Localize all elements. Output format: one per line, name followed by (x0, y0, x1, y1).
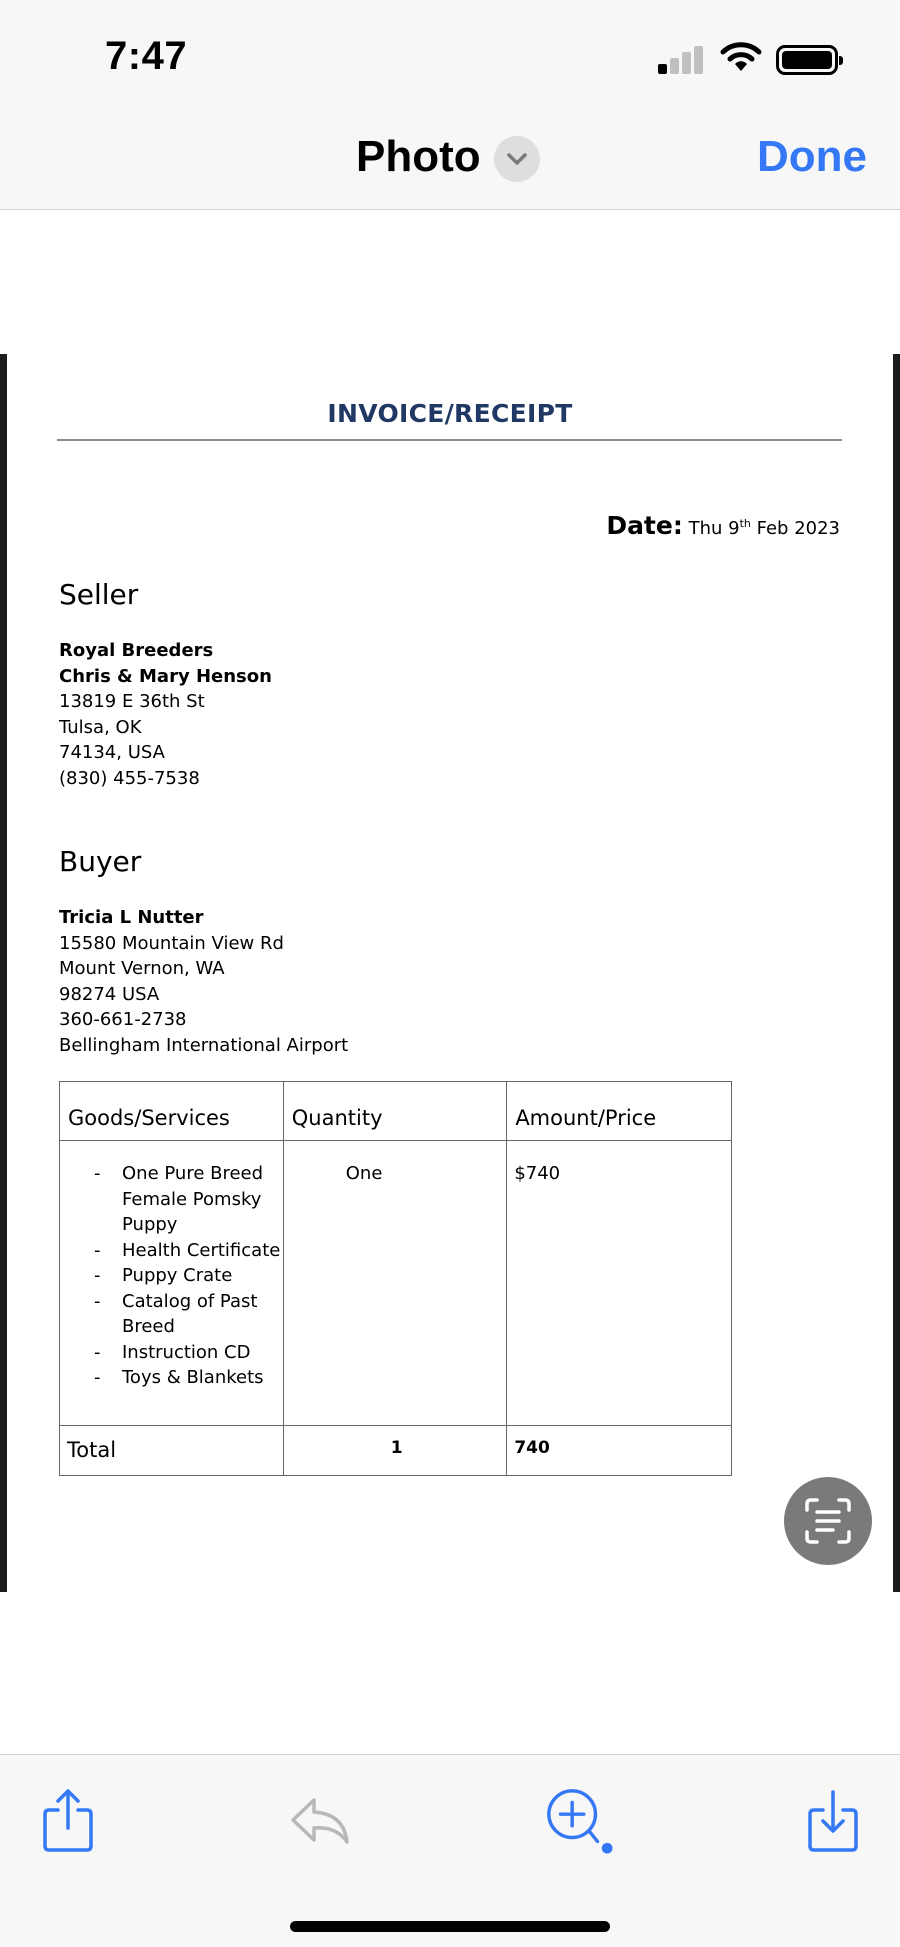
seller-heading: Seller (59, 578, 139, 611)
date-label: Date: (606, 511, 683, 540)
total-quantity: 1 (283, 1426, 507, 1476)
wifi-icon (720, 40, 762, 74)
buyer-name: Tricia L Nutter (59, 907, 204, 928)
save-button[interactable] (798, 1785, 868, 1855)
navigation-bar (0, 110, 900, 210)
cellular-signal-icon (658, 44, 704, 74)
done-button[interactable]: Done (757, 132, 867, 181)
document-viewer[interactable] (0, 211, 900, 1754)
status-time: 7:47 (105, 34, 188, 78)
list-item: - Health Certificate (60, 1238, 283, 1264)
table-row (60, 1141, 732, 1426)
invoice-document (0, 211, 900, 1754)
bottom-toolbar (0, 1754, 900, 1947)
buyer-address-line: Bellingham International Airport (59, 1034, 349, 1056)
table-header-row (60, 1082, 732, 1141)
date-value: Thu 9th Feb 2023 (688, 517, 840, 539)
seller-business-name: Royal Breeders (59, 640, 214, 661)
live-text-icon (803, 1496, 853, 1546)
seller-address-line: 13819 E 36th St (59, 691, 205, 712)
seller-address-line: Tulsa, OK (59, 716, 142, 738)
list-item: - Puppy Crate (60, 1263, 283, 1289)
seller-address-line: 74134, USA (59, 742, 165, 763)
buyer-address-line: 15580 Mountain View Rd (59, 932, 284, 954)
goods-cell (60, 1141, 284, 1426)
goods-list (60, 1141, 283, 1391)
total-label: Total (60, 1426, 284, 1476)
list-item: - Catalog of Past Breed (60, 1289, 283, 1340)
chevron-down-icon[interactable] (494, 136, 540, 182)
table-total-row (60, 1426, 732, 1476)
column-header: Quantity (283, 1082, 507, 1141)
invoice-date (606, 511, 840, 540)
reply-icon (288, 1792, 352, 1848)
document-title: INVOICE/RECEIPT (327, 399, 573, 428)
share-button[interactable] (33, 1785, 103, 1855)
price-cell: $740 (507, 1141, 732, 1426)
invoice-table (59, 1081, 732, 1476)
save-icon (805, 1786, 861, 1854)
seller-phone: (830) 455-7538 (59, 767, 200, 789)
column-header: Amount/Price (507, 1082, 732, 1141)
buyer-phone: 360-661-2738 (59, 1009, 187, 1030)
live-text-button[interactable] (784, 1477, 872, 1565)
buyer-heading: Buyer (59, 845, 142, 878)
battery-icon (776, 45, 838, 75)
total-amount: 740 (507, 1426, 732, 1476)
share-icon (40, 1786, 96, 1854)
quantity-cell: One (283, 1141, 507, 1426)
buyer-address-line: 98274 USA (59, 983, 160, 1005)
reply-button (285, 1785, 355, 1855)
status-bar (0, 0, 900, 110)
seller-owner-names: Chris & Mary Henson (59, 665, 272, 687)
home-indicator (290, 1921, 610, 1932)
markup-icon (543, 1784, 613, 1856)
buyer-address-line: Mount Vernon, WA (59, 958, 225, 979)
list-item: - Instruction CD (60, 1340, 283, 1366)
markup-button[interactable] (543, 1785, 613, 1855)
list-item: - Toys & Blankets (60, 1365, 283, 1391)
nav-title[interactable]: Photo (356, 132, 481, 181)
title-divider (57, 439, 842, 441)
seller-info (59, 638, 272, 791)
list-item: - One Pure Breed Female Pomsky Puppy (60, 1161, 283, 1238)
buyer-info (59, 905, 348, 1058)
column-header: Goods/Services (60, 1082, 284, 1141)
